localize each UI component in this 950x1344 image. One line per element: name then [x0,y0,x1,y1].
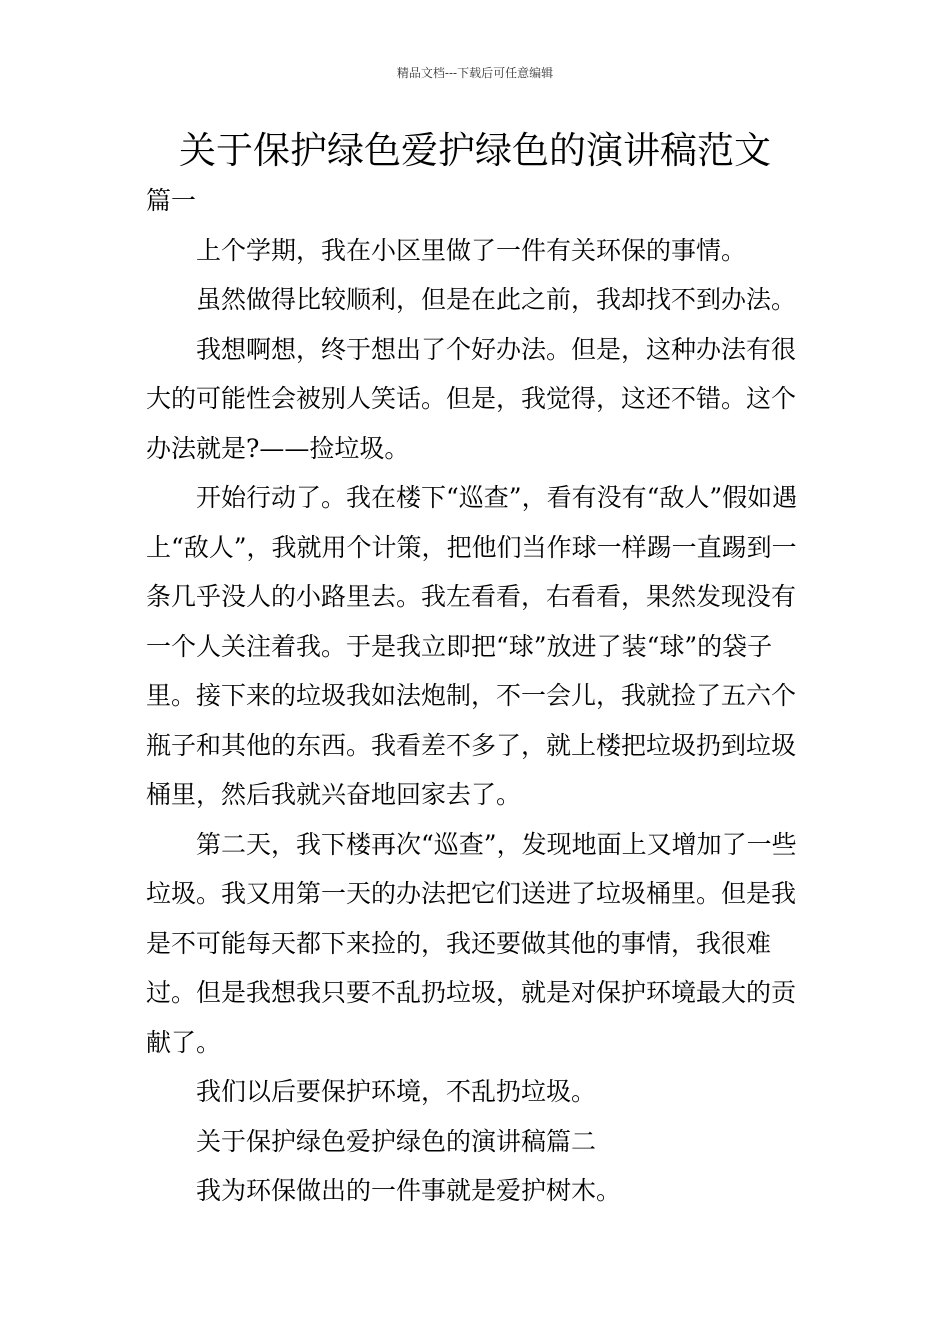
header-note: 精品文档---下载后可任意编辑 [396,66,554,80]
paragraph: 第二天，我下楼再次“巡查”，发现地面上又增加了一些垃圾。我又用第一天的办法把它们送进了垃圾桶里。但是我是不可能每天都下来捡的，我还要做其他的事情，我很难过。但是我想我只要不乱扔垃圾，就是对保护环境最大的贡献了。 [146,829,797,1057]
document-body [146,176,810,1216]
section-label: 篇一 [146,186,197,215]
document-title: 关于保护绿色爱护绿色的演讲稿范文 [179,129,771,172]
paragraph: 上个学期，我在小区里做了一件有关环保的事情。 [196,235,747,265]
paragraph: 我们以后要保护环境，不乱扔垃圾。 [196,1077,597,1106]
section-heading: 关于保护绿色爱护绿色的演讲稿篇二 [196,1126,597,1156]
paragraph: 虽然做得比较顺利，但是在此之前，我却找不到办法。 [196,285,797,314]
paragraph: 我想啊想，终于想出了个好办法。但是，这种办法有很大的可能性会被别人笑话。但是，我觉得，这还不错。这个办法就是?——捡垃圾。 [146,334,797,463]
paragraph: 开始行动了。我在楼下“巡查”，看有没有“敌人”假如遇上“敌人”，我就用个计策，把他们当作球一样踢一直踢到一条几乎没人的小路里去。我左看看，右看看，果然发现没有一个人关注着我。于是我立即把“球”放进了装“球”的袋子里。接下来的垃圾我如法炮制，不一会儿，我就捡了五六个瓶子和其他的东西。我看差不多了，就上楼把垃圾扔到垃圾桶里，然后我就兴奋地回家去了。 [146,483,798,809]
paragraph: 我为环保做出的一件事就是爱护树木。 [196,1176,622,1205]
